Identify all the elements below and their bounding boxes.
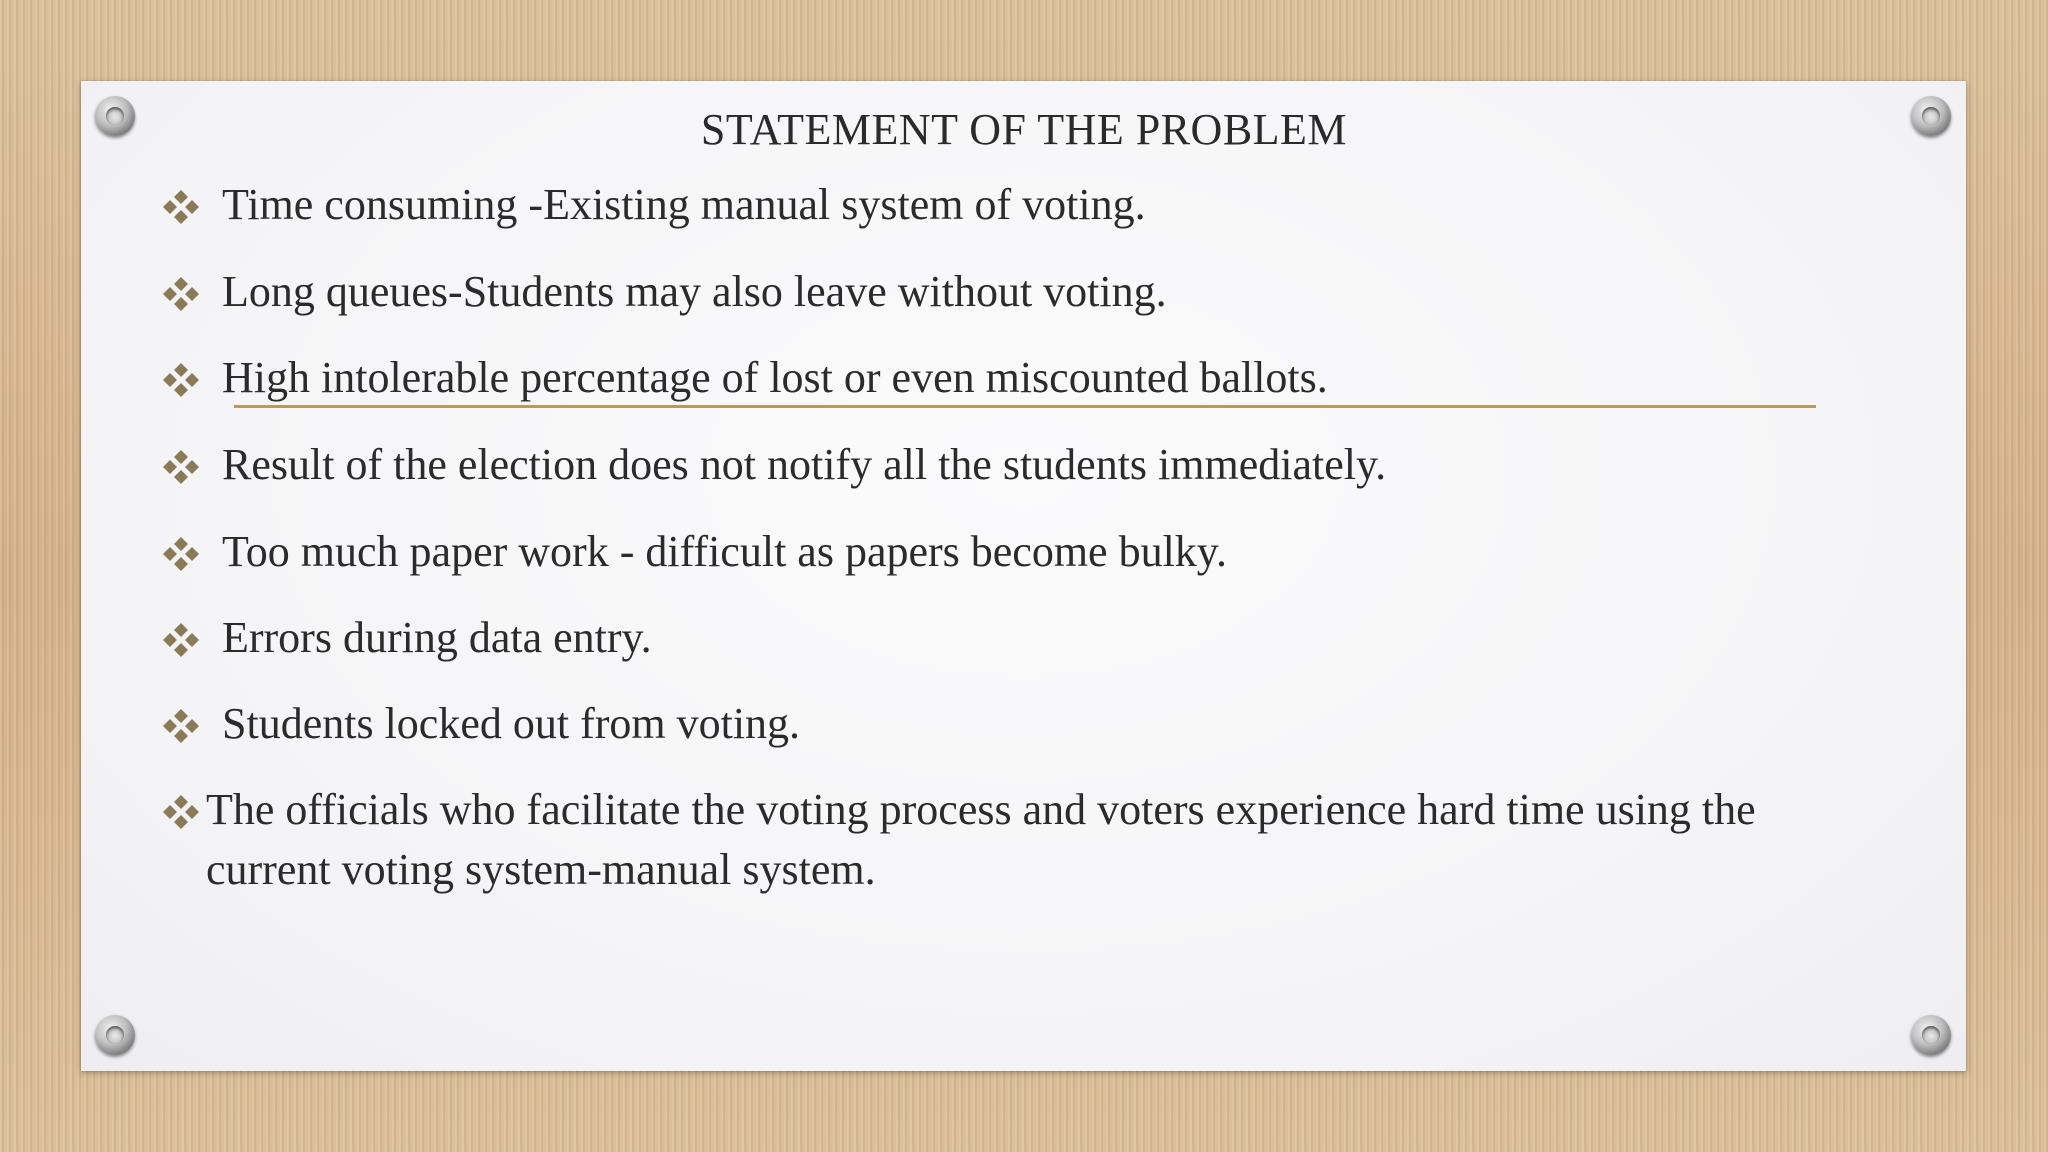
bullet-text: Long queues-Students may also leave without voting.	[222, 267, 1167, 316]
grommet-icon	[1911, 1015, 1951, 1055]
bullet-text: Time consuming -Existing manual system of voting.	[222, 180, 1146, 229]
four-diamond-icon	[158, 362, 204, 398]
slide-title: STATEMENT OF THE PROBLEM	[700, 105, 1348, 154]
bullet-item	[158, 780, 1878, 900]
four-diamond-icon	[158, 794, 204, 830]
four-diamond-icon	[158, 622, 204, 658]
four-diamond-icon	[158, 189, 204, 225]
bullet-text: High intolerable percentage of lost or even miscounted ballots.	[222, 353, 1328, 402]
divider-line	[234, 405, 1816, 408]
bullet-text: Too much paper work - difficult as papers become bulky.	[222, 527, 1227, 576]
bullet-text: The officials who facilitate the voting process and voters experience hard time using the current voting system-manual system.	[206, 785, 1756, 894]
grommet-icon	[95, 1015, 135, 1055]
four-diamond-icon	[158, 536, 204, 572]
four-diamond-icon	[158, 276, 204, 312]
bullet-text: Students locked out from voting.	[222, 699, 801, 748]
bullet-text: Errors during data entry.	[222, 613, 652, 662]
four-diamond-icon	[158, 449, 204, 485]
bullet-text: Result of the election does not notify all the students immediately.	[222, 440, 1387, 489]
four-diamond-icon	[158, 708, 204, 744]
